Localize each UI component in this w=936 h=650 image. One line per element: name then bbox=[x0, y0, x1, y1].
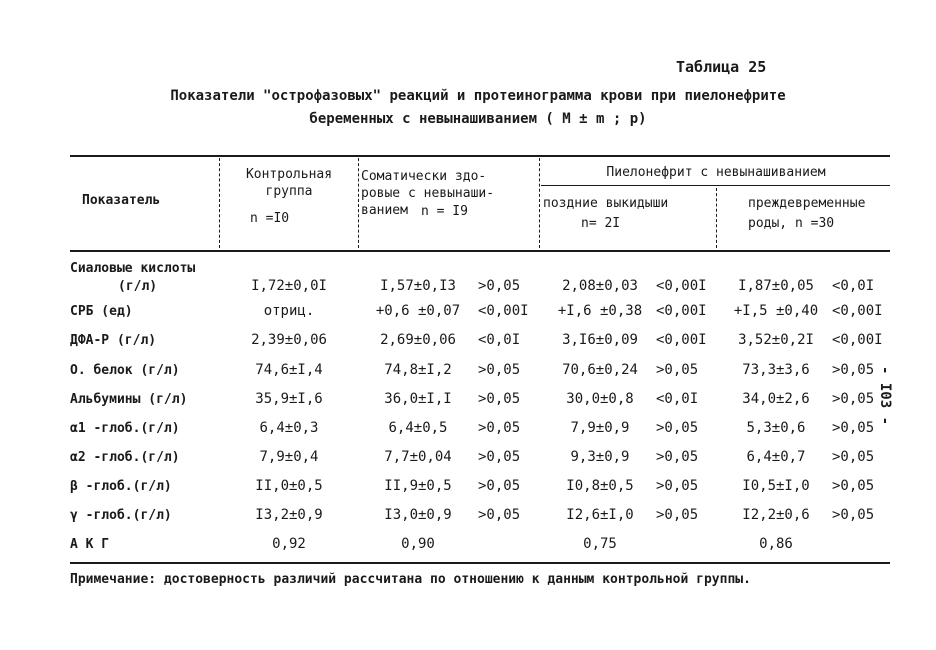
cell-late: I2,6±I,0 bbox=[566, 507, 634, 523]
cell-preterm: 6,4±0,7 bbox=[746, 449, 806, 465]
cell-late: 9,3±0,9 bbox=[570, 449, 630, 465]
cell-preterm: 73,3±3,6 bbox=[742, 362, 810, 378]
cell-healthy-p: >0,05 bbox=[478, 420, 521, 436]
pyelo-subrule bbox=[541, 185, 890, 186]
header-indicator: Показатель bbox=[82, 193, 161, 208]
row-label: ДФА-Р (г/л) bbox=[70, 333, 157, 348]
row-label: А К Г bbox=[70, 537, 110, 552]
cell-preterm-p: <0,0I bbox=[832, 278, 875, 294]
header-preterm-birth: преждевременные роды, n =30 bbox=[748, 196, 866, 231]
cell-preterm-p: >0,05 bbox=[832, 362, 875, 378]
cell-late-p: >0,05 bbox=[656, 420, 699, 436]
cell-late: 30,0±0,8 bbox=[566, 391, 634, 407]
cell-control: 35,9±I,6 bbox=[255, 391, 323, 407]
top-rule bbox=[70, 155, 890, 157]
cell-preterm-p: <0,00I bbox=[832, 303, 883, 319]
cell-late-p: <0,00I bbox=[656, 278, 707, 294]
row-label: Альбумины (г/л) bbox=[70, 392, 188, 407]
cell-late: 3,I6±0,09 bbox=[562, 332, 638, 348]
cell-healthy-p: >0,05 bbox=[478, 391, 521, 407]
cell-healthy: I,57±0,I3 bbox=[380, 278, 456, 294]
cell-preterm-p: >0,05 bbox=[832, 507, 875, 523]
cell-late-p: >0,05 bbox=[656, 449, 699, 465]
cell-control: I3,2±0,9 bbox=[255, 507, 323, 523]
header-late-miscarriage: поздние выкидыши n= 2I bbox=[543, 196, 669, 231]
cell-healthy-p: >0,05 bbox=[478, 507, 521, 523]
cell-control: 7,9±0,4 bbox=[259, 449, 319, 465]
cell-healthy: 36,0±I,I bbox=[384, 391, 452, 407]
cell-healthy-p: >0,05 bbox=[478, 278, 521, 294]
bottom-rule bbox=[70, 562, 890, 564]
header-divider-3 bbox=[539, 158, 540, 248]
header-divider-2 bbox=[358, 158, 359, 248]
row-label: β -глоб.(г/л) bbox=[70, 479, 172, 494]
cell-late-p: <0,00I bbox=[656, 332, 707, 348]
cell-preterm: 34,0±2,6 bbox=[742, 391, 810, 407]
cell-preterm-p: >0,05 bbox=[832, 391, 875, 407]
cell-control: 0,92 bbox=[272, 536, 306, 552]
cell-late-p: >0,05 bbox=[656, 507, 699, 523]
cell-control: 2,39±0,06 bbox=[251, 332, 327, 348]
table-title-line-2: беременных с невынашиванием ( M ± m ; p) bbox=[309, 111, 647, 127]
cell-healthy: 0,90 bbox=[401, 536, 435, 552]
cell-late-p: >0,05 bbox=[656, 478, 699, 494]
cell-preterm-p: <0,00I bbox=[832, 332, 883, 348]
table-title-line-1: Показатели "острофазовых" реакций и протеинограмма крови при пиелонефрите bbox=[170, 88, 786, 104]
row-label: α1 -глоб.(г/л) bbox=[70, 421, 180, 436]
cell-preterm: 0,86 bbox=[759, 536, 793, 552]
cell-control: 6,4±0,3 bbox=[259, 420, 319, 436]
cell-healthy-p: <0,00I bbox=[478, 303, 529, 319]
cell-preterm: 3,52±0,2I bbox=[738, 332, 814, 348]
row-label: СРБ (ед) bbox=[70, 304, 133, 319]
cell-healthy-p: >0,05 bbox=[478, 449, 521, 465]
header-control-group: Контрольная группа n =I0 bbox=[245, 167, 333, 226]
cell-healthy: 2,69±0,06 bbox=[380, 332, 456, 348]
cell-healthy: +0,6 ±0,07 bbox=[375, 303, 461, 319]
header-pyelonephritis: Пиелонефрит с невынашиванием bbox=[606, 165, 826, 180]
cell-preterm: I0,5±I,0 bbox=[742, 478, 810, 494]
cell-preterm-p: >0,05 bbox=[832, 478, 875, 494]
cell-healthy-p: >0,05 bbox=[478, 362, 521, 378]
cell-control: отриц. bbox=[263, 303, 315, 319]
cell-late-p: <0,0I bbox=[656, 391, 699, 407]
cell-preterm: +I,5 ±0,40 bbox=[733, 303, 819, 319]
cell-control: II,0±0,5 bbox=[255, 478, 323, 494]
cell-late-p: <0,00I bbox=[656, 303, 707, 319]
cell-late: 2,08±0,03 bbox=[562, 278, 638, 294]
cell-control: I,72±0,0I bbox=[251, 278, 327, 294]
row-label: α2 -глоб.(г/л) bbox=[70, 450, 180, 465]
cell-healthy: 6,4±0,5 bbox=[388, 420, 448, 436]
header-healthy-group: Соматически здо- ровые с невынаши- ванием n = I9 bbox=[361, 169, 495, 219]
row-label: γ -глоб.(г/л) bbox=[70, 508, 172, 523]
cell-late: 7,9±0,9 bbox=[570, 420, 630, 436]
page-number: - I03 - bbox=[877, 366, 893, 426]
cell-healthy-p: >0,05 bbox=[478, 478, 521, 494]
header-divider-1 bbox=[219, 158, 220, 248]
row-label: Сиаловые кислоты (г/л) bbox=[70, 261, 196, 294]
cell-preterm: I2,2±0,6 bbox=[742, 507, 810, 523]
cell-healthy-p: <0,0I bbox=[478, 332, 521, 348]
cell-late: 0,75 bbox=[583, 536, 617, 552]
cell-healthy: 74,8±I,2 bbox=[384, 362, 452, 378]
cell-late: +I,6 ±0,38 bbox=[557, 303, 643, 319]
cell-preterm: I,87±0,05 bbox=[738, 278, 814, 294]
cell-late: 70,6±0,24 bbox=[562, 362, 638, 378]
cell-preterm-p: >0,05 bbox=[832, 420, 875, 436]
cell-preterm-p: >0,05 bbox=[832, 449, 875, 465]
cell-healthy: I3,0±0,9 bbox=[384, 507, 452, 523]
cell-healthy: 7,7±0,04 bbox=[384, 449, 452, 465]
cell-late: I0,8±0,5 bbox=[566, 478, 634, 494]
cell-late-p: >0,05 bbox=[656, 362, 699, 378]
header-divider-4 bbox=[716, 188, 717, 248]
cell-preterm: 5,3±0,6 bbox=[746, 420, 806, 436]
cell-healthy: II,9±0,5 bbox=[384, 478, 452, 494]
header-bottom-rule bbox=[70, 250, 890, 252]
table-note: Примечание: достоверность различий рассчитана по отношению к данным контрольной группы. bbox=[70, 572, 751, 587]
row-label: О. белок (г/л) bbox=[70, 363, 180, 378]
cell-control: 74,6±I,4 bbox=[255, 362, 323, 378]
table-label: Таблица 25 bbox=[676, 58, 767, 76]
